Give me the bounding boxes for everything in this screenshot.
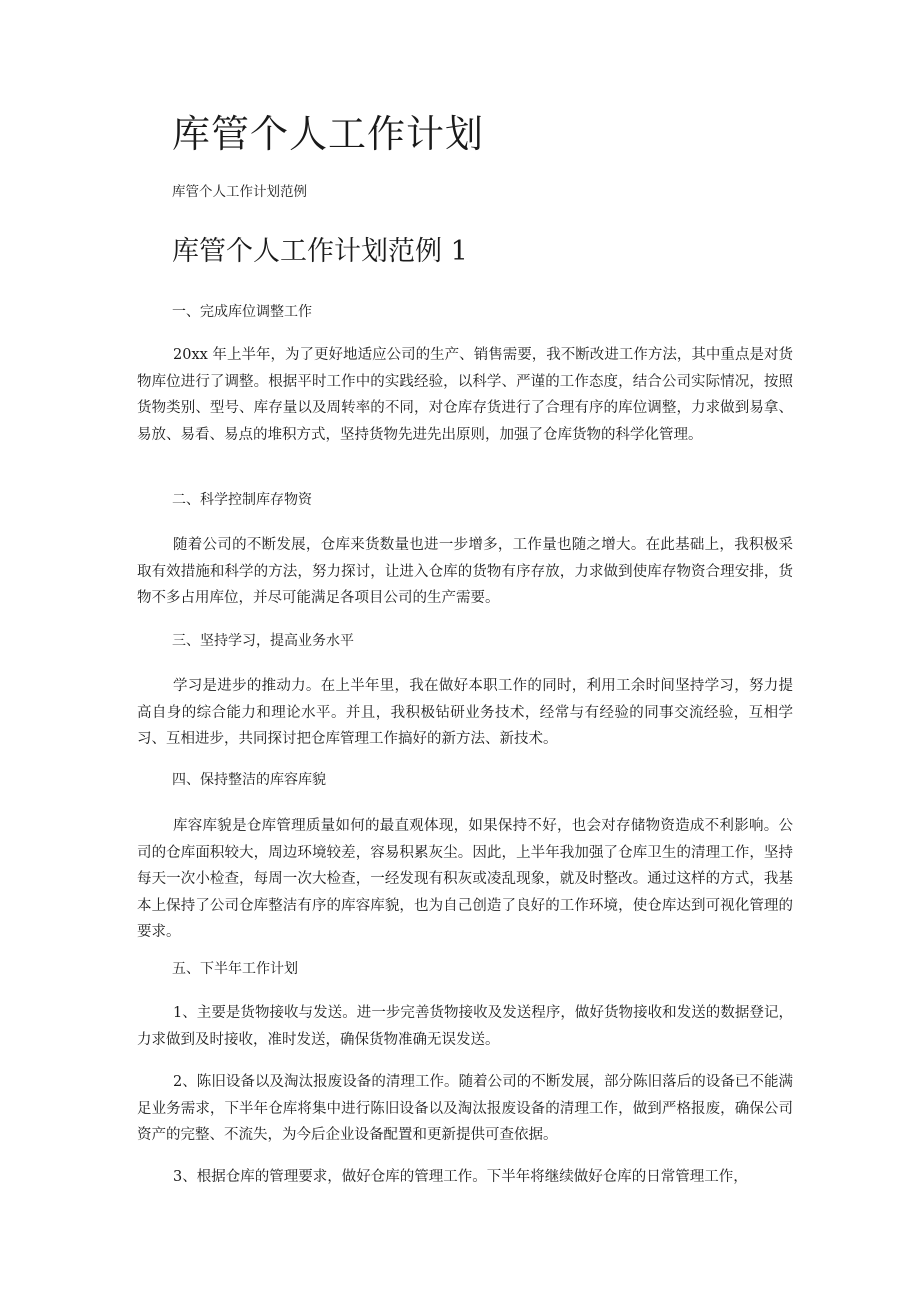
- plan-item-1: 1、主要是货物接收与发送。进一步完善货物接收及发送程序，做好货物接收和发送的数据登记，力求做到及时接收，准时发送，确保货物准确无误发送。: [137, 1005, 793, 1048]
- section-paragraph-1: 20xx 年上半年，为了更好地适应公司的生产、销售需要，我不断改进工作方法，其中重点是对货物库位进行了调整。根据平时工作中的实践经验，以科学、严谨的工作态度，结合公司实际情况，按照货物类别、型号、库存量以及周转率的不同，对仓库存货进行了合理有序的库位调整，力求做到易拿、易放、易看、易点的堆积方式，坚持货物先进先出原则，加强了仓库货物的科学化管理。: [137, 347, 793, 443]
- section-paragraph-2: 随着公司的不断发展，仓库来货数量也进一步增多，工作量也随之增大。在此基础上，我积极采取有效措施和科学的方法，努力探讨，让进入仓库的货物有序存放，力求做到使库存物资合理安排，货物不多占用库位，并尽可能满足各项目公司的生产需要。: [137, 537, 793, 606]
- section-heading-3: 三、坚持学习，提高业务水平: [172, 633, 354, 649]
- plan-item-2: 2、陈旧设备以及淘汰报废设备的清理工作。随着公司的不断发展，部分陈旧落后的设备已不能满足业务需求，下半年仓库将集中进行陈旧设备以及淘汰报废设备的清理工作，做到严格报废，确保公司资产的完整、不流失，为今后企业设备配置和更新提供可查依据。: [137, 1074, 793, 1143]
- section-heading-2: 二、科学控制库存物资: [172, 492, 312, 508]
- document-subtitle: 库管个人工作计划范例: [172, 184, 307, 200]
- section-paragraph-4: 库容库貌是仓库管理质量如何的最直观体现，如果保持不好，也会对存储物资造成不利影响。公司的仓库面积较大，周边环境较差，容易积累灰尘。因此，上半年我加强了仓库卫生的清理工作，坚持每天一次小检查，每周一次大检查，一经发现有积灰或凌乱现象，就及时整改。通过这样的方式，我基本上保持了公司仓库整洁有序的库容库貌，也为自己创造了良好的工作环境，使仓库达到可视化管理的要求。: [137, 818, 793, 940]
- section-heading-4: 四、保持整洁的库容库貌: [172, 772, 326, 788]
- section-heading-5: 五、下半年工作计划: [172, 961, 298, 977]
- plan-item-3: 3、根据仓库的管理要求，做好仓库的管理工作。下半年将继续做好仓库的日常管理工作，: [173, 1169, 748, 1185]
- document-title: 库管个人工作计划: [172, 112, 485, 156]
- example-heading: 库管个人工作计划范例 1: [172, 236, 468, 267]
- section-heading-1: 一、完成库位调整工作: [172, 304, 312, 320]
- section-paragraph-3: 学习是进步的推动力。在上半年里，我在做好本职工作的同时，利用工余时间坚持学习，努力提高自身的综合能力和理论水平。并且，我积极钻研业务技术，经常与有经验的同事交流经验，互相学习、互相进步，共同探讨把仓库管理工作搞好的新方法、新技术。: [137, 678, 793, 747]
